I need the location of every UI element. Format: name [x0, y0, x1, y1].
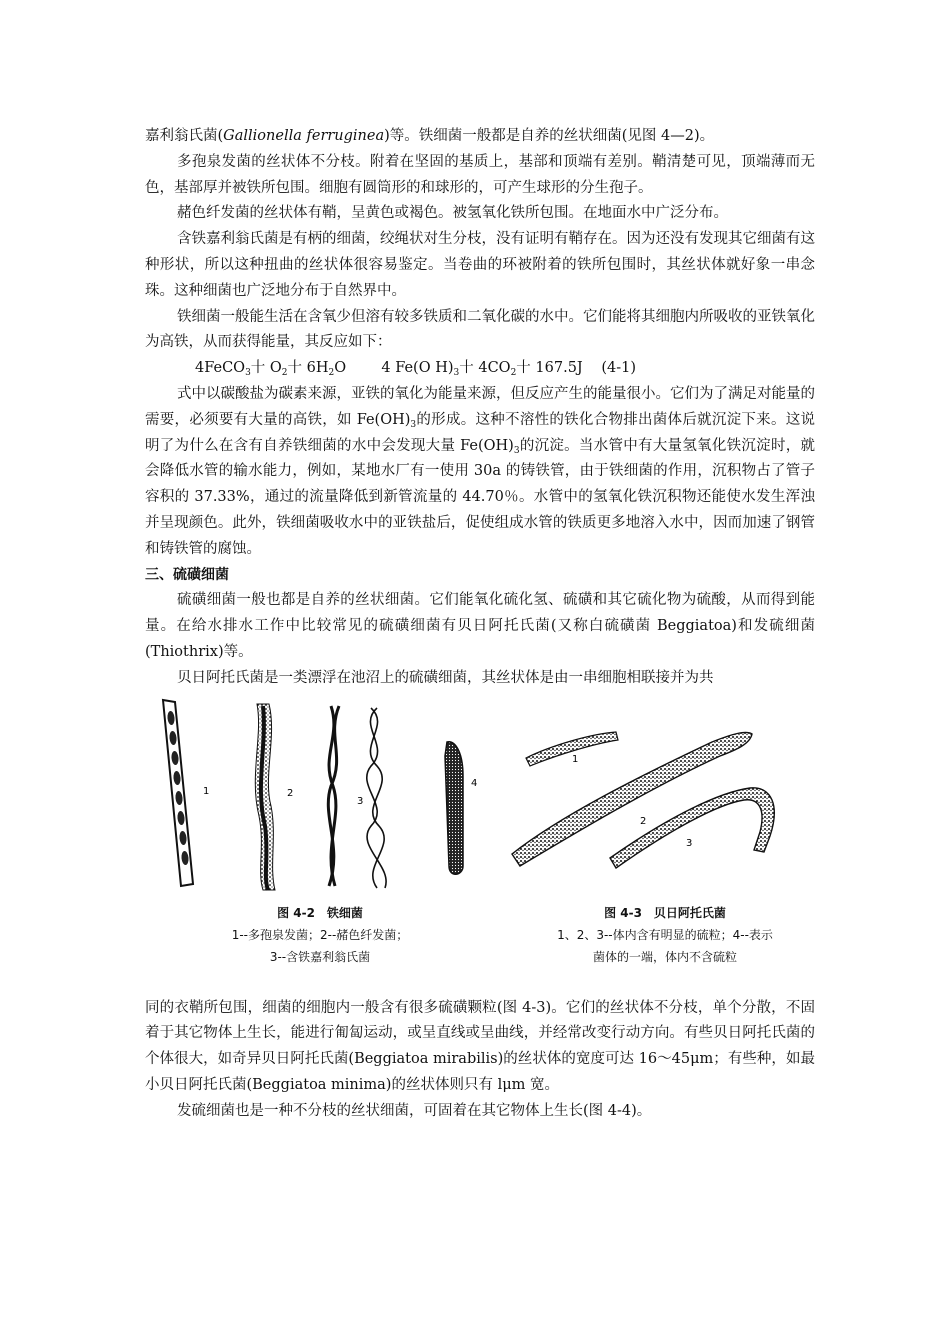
paragraph-7: 硫磺细菌一般也都是自养的丝状细菌。它们能氧化硫化氢、硫磺和其它硫化物为硫酸，从而得到能量。在给水排水工作中比较常见的硫磺细菌有贝日阿托氏菌(又称白硫磺菌 Beggiatoa)和发硫细菌(Thiothrix)等。: [145, 592, 815, 660]
caption-title: 图 4-2 铁细菌: [277, 905, 363, 920]
iron-bacteria-illustration: [145, 696, 495, 896]
figure-4-2: [145, 696, 495, 976]
caption-line: 3--含铁嘉利翁氏菌: [269, 949, 371, 964]
figure-4-3: [500, 696, 830, 976]
fig42-label-3: 3: [357, 795, 364, 807]
fig42-label-2: 2: [287, 787, 294, 799]
fig43-label-3: 3: [686, 837, 693, 849]
paragraph-6: 式中以碳酸盐为碳素来源，亚铁的氧化为能量来源，但反应产生的能量很小。它们为了满足对能量的需要，必须要有大量的高铁，如 $Fe(OH)_3$的形成。这种不溶性的铁化合物排出菌体后就沉淀下来。这说明了为什么在含有自养铁细菌的水中会发现大量 $Fe(OH)_3$的沉淀。当水管中有大量氢氧化铁沉淀时，就会降低水管的输水能力，例如，某地水厂有一使用 30a 的铸铁管，由于铁细菌的作用，沉积物占了管子容积的 37.33%，通过的流量降低到新管流量的 44.70％。水管中的氢氧化铁沉积物还能使水发生浑浊并呈现颜色。此外，铁细菌吸收水中的亚铁盐后，促使组成水管的铁质更多地溶入水中，因而加速了钢管和铸铁管的腐蚀。: [145, 385, 816, 557]
paragraph-5: 铁细菌一般能生活在含氧少但溶有较多铁质和二氧化碳的水中。它们能将其细胞内所吸收的亚铁氧化为高铁，从而获得能量，其反应如下：: [145, 308, 815, 351]
paragraph-1: 嘉利翁氏菌(Gallionella ferruginea)等。铁细菌一般都是自养的丝状细菌(见图 4—2)。: [145, 128, 715, 144]
fig43-label-2: 2: [640, 815, 647, 827]
caption-line: 1、2、3--体内含有明显的硫粒；4--表示: [557, 927, 773, 942]
paragraph-9: 同的衣鞘所包围，细菌的细胞内一般含有很多硫磺颗粒(图 4-3)。它们的丝状体不分枝，单个分散，不固着于其它物体上生长，能进行匍匐运动，或呈直线或呈曲线，并经常改变行动方向。有些贝日阿托氏菌的个体很大，如奇异贝日阿托氏菌(Beggiatoa mirabilis)的丝状体的宽度可达 16～45μm；有些种，如最小贝日阿托氏菌(Beggiatoa minima)的丝状体则只有 lμm 宽。: [145, 999, 815, 1093]
paragraph-10: 发硫细菌也是一种不分枝的丝状细菌，可固着在其它物体上生长(图 4-4)。: [177, 1102, 652, 1119]
figures-row: [145, 696, 815, 976]
paragraph-8: 贝日阿托氏菌是一类漂浮在池沼上的硫磺细菌，其丝状体是由一串细胞相联接并为共: [177, 669, 714, 686]
beggiatoa-illustration: [500, 696, 830, 896]
paragraph-2: 多孢泉发菌的丝状体不分枝。附着在坚固的基质上，基部和顶端有差别。鞘清楚可见，顶端薄而无色，基部厚并被铁所包围。细胞有圆筒形的和球形的，可产生球形的分生孢子。: [145, 153, 815, 196]
caption-title: 图 4-3 贝日阿托氏菌: [604, 905, 726, 920]
paragraph-3: 赭色纤发菌的丝状体有鞘，呈黄色或褐色。被氢氧化铁所包围。在地面水中广泛分布。: [177, 205, 728, 222]
paragraph-4: 含铁嘉利翁氏菌是有柄的细菌，绞绳状对生分枝，没有证明有鞘存在。因为还没有发现其它细菌有这种形状，所以这种扭曲的丝状体很容易鉴定。当卷曲的环被附着的铁所包围时，其丝状体就好象一串念珠。这种细菌也广泛地分布于自然界中。: [145, 231, 815, 299]
equation-label: (4-1): [601, 360, 637, 377]
fig42-label-1: 1: [203, 785, 210, 797]
caption-line: 1--多孢泉发菌；2--赭色纤发菌；: [231, 927, 409, 942]
caption-line: 菌体的一端，体内不含硫粒: [592, 949, 737, 964]
figure-4-2-caption: [145, 902, 495, 968]
figure-4-3-caption: [500, 902, 830, 968]
fig42-label-4: 4: [471, 777, 478, 789]
document-page: [145, 124, 815, 1125]
species-name: Gallionella ferruginea: [223, 128, 385, 144]
reaction-equation: 4FeCO$_3$十 $O_2$十 $6H_2O$ 4 Fe(O $H)_3$十 $4CO_2$十 167.5J (4-1): [195, 360, 637, 379]
fig43-label-1: 1: [572, 753, 579, 765]
section-heading: 三、硫磺细菌: [145, 566, 229, 583]
